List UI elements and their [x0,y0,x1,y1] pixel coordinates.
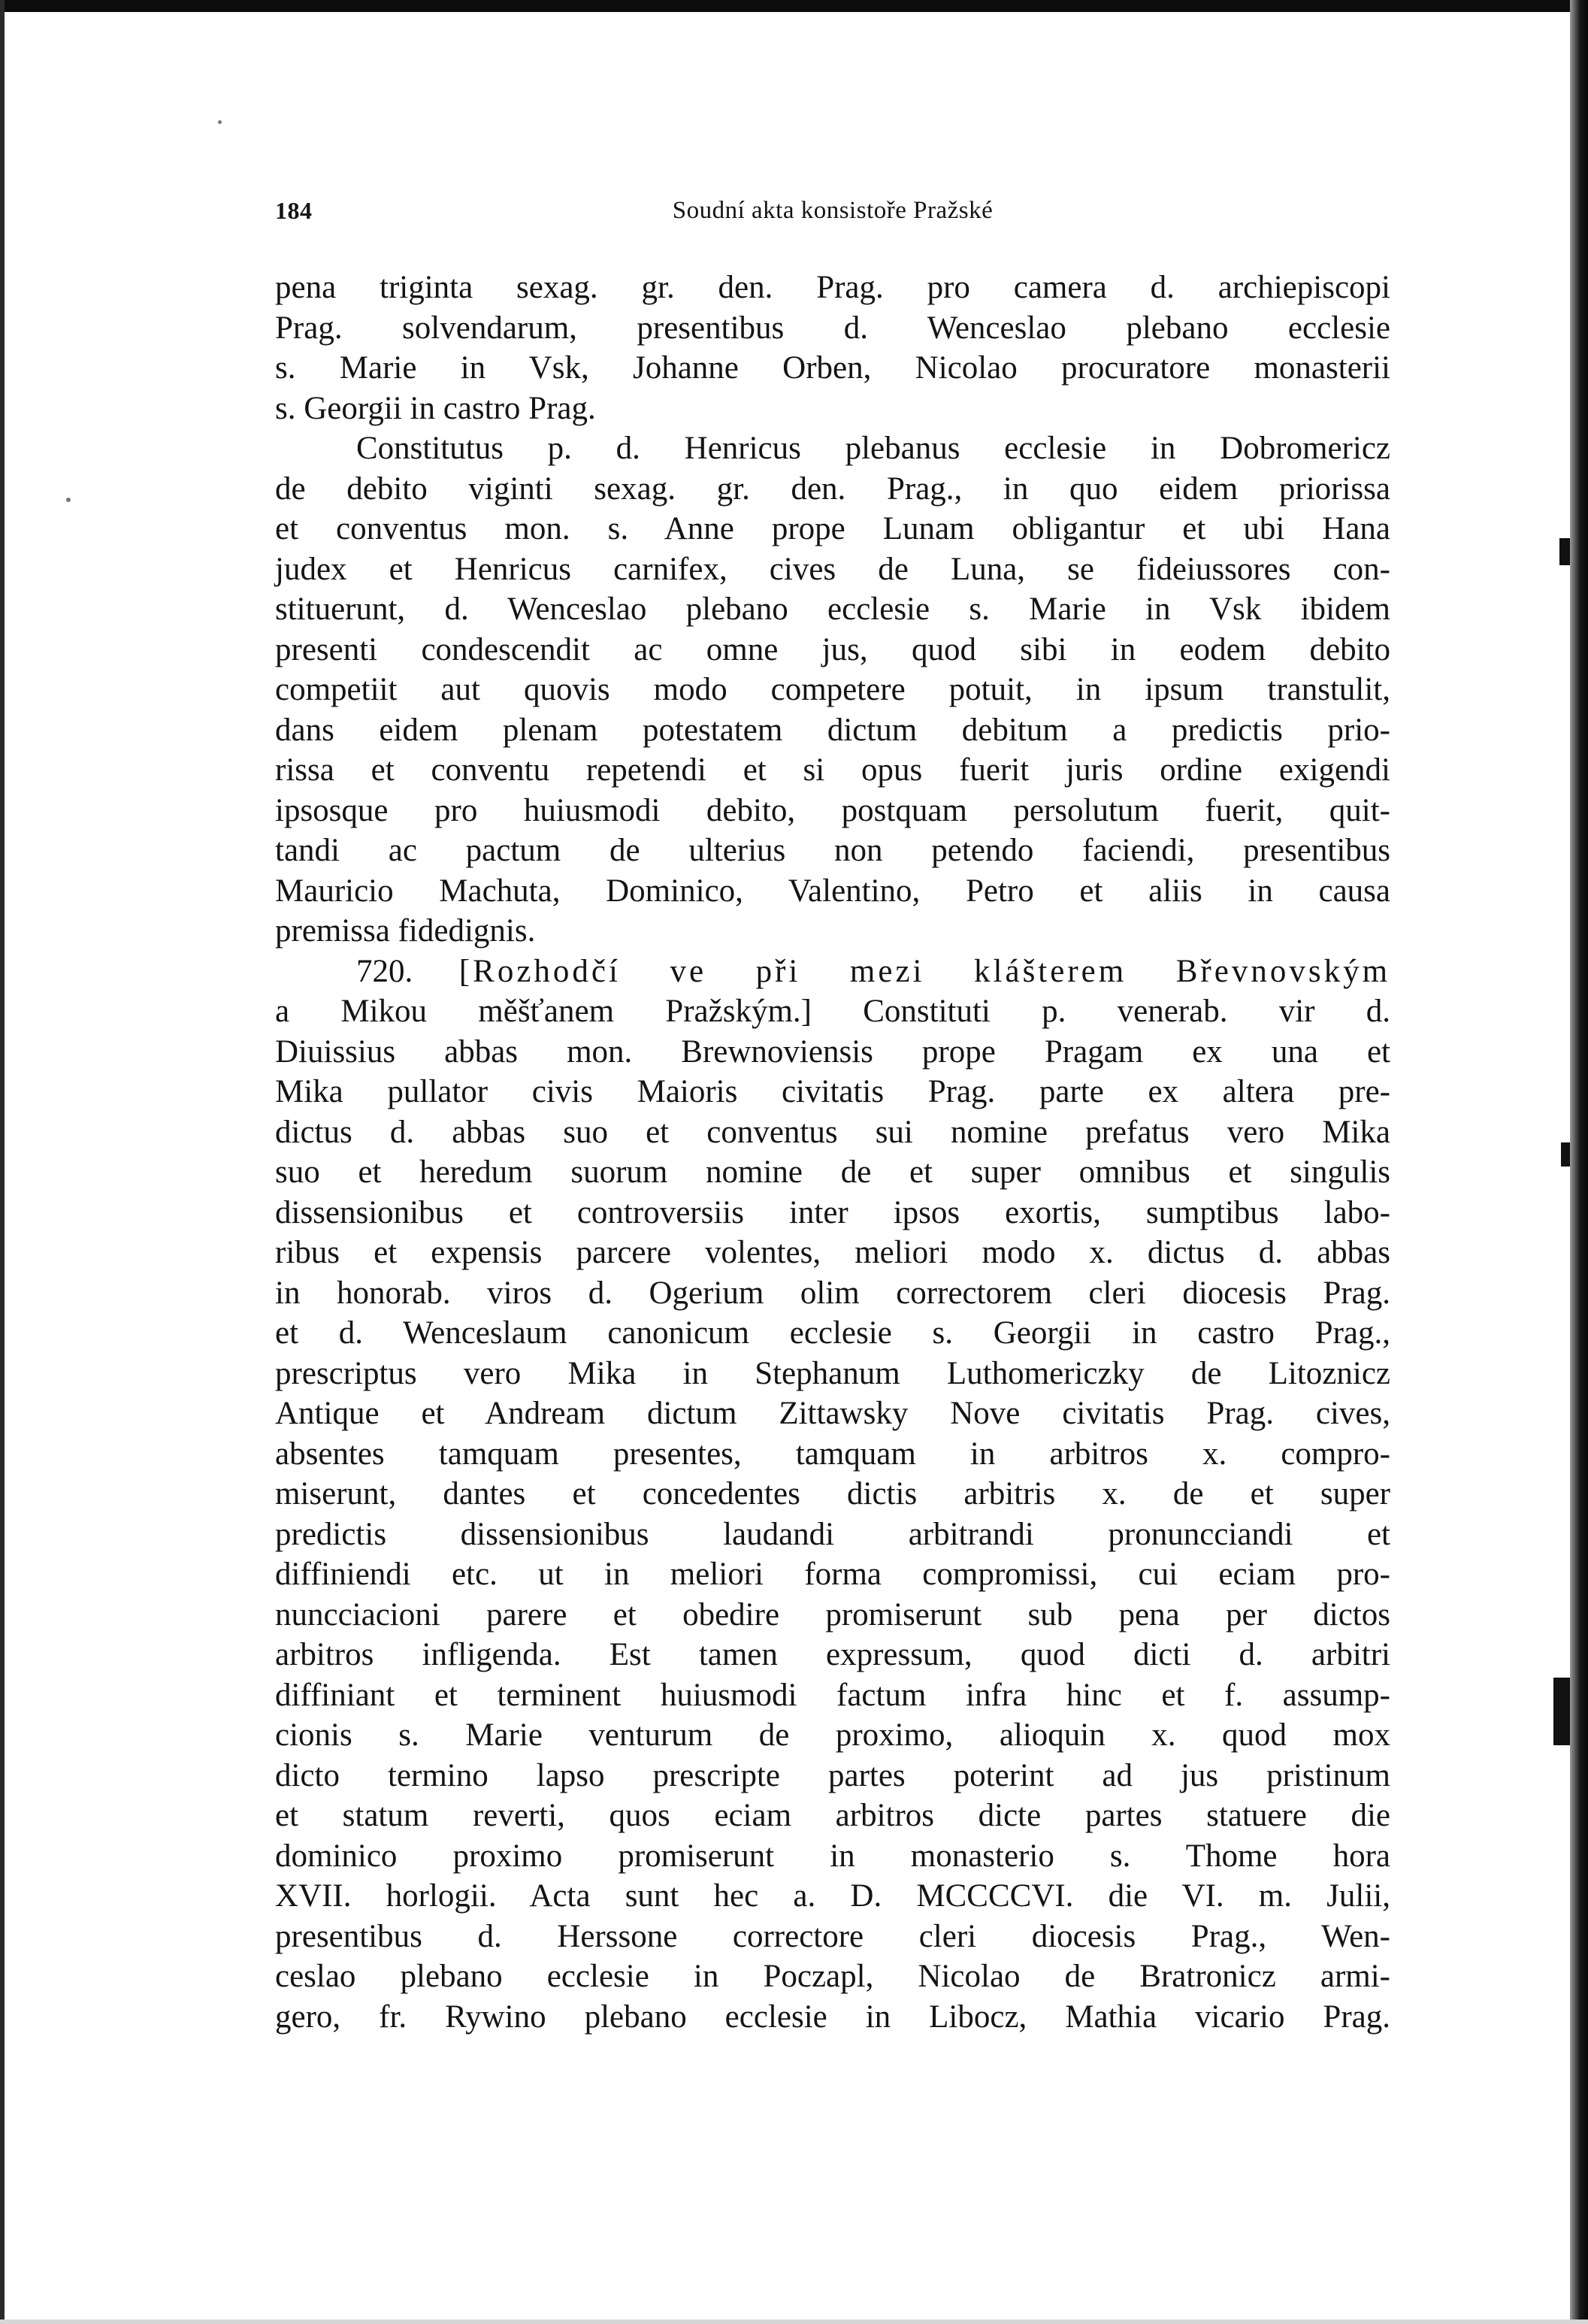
text-line: et statum reverti, quos eciam arbitros dicte partes statuere die [275,1798,1390,1833]
text-line: et d. Wenceslaum canonicum ecclesie s. Georgii in castro Prag., [275,1315,1390,1351]
scan-edge-right [1570,0,1588,2324]
entry-heading: [Rozhodčí ve při mezi klášterem Břevnovským [458,953,1391,989]
running-title: Soudní akta konsistoře Pražské [672,197,994,224]
scan-mark-right [1559,538,1570,565]
scan-mark-right [1553,1678,1570,1745]
text-line: diffiniendi etc. ut in meliori forma compromissi, cui eciam pro- [275,1557,1390,1592]
text-line: predictis dissensionibus laudandi arbitrandi pronuncciandi et [275,1516,1390,1552]
text-line: XVII. horlogii. Acta sunt hec a. D. MCCCCVI. die VI. m. Julii, [275,1878,1390,1914]
scan-edge-left [0,0,5,2324]
text-line: suo et heredum suorum nomine de et super omnibus et singulis [275,1154,1390,1190]
text-line: rissa et conventu repetendi et si opus fuerit juris ordine exigendi [275,752,1390,788]
text-line: ipsosque pro huiusmodi debito, postquam persolutum fuerit, quit- [275,792,1390,828]
body-text [275,268,1390,2037]
text-line: gero, fr. Rywino plebano ecclesie in Libocz, Mathia vicario Prag. [275,1999,1390,2035]
text-line: pena triginta sexag. gr. den. Prag. pro camera d. archiepiscopi [275,270,1390,305]
text-line: presenti condescendit ac omne jus, quod sibi in eodem debito [275,631,1390,667]
text-line: absentes tamquam presentes, tamquam in arbitros x. compro- [275,1436,1390,1472]
scan-speck [66,498,71,502]
text-line: dicto termino lapso prescripte partes poterint ad jus pristinum [275,1757,1390,1793]
text-line: miserunt, dantes et concedentes dictis arbitris x. de et super [275,1476,1390,1512]
scan-edge-top [0,0,1588,12]
text-line: diffiniant et terminent huiusmodi factum infra hinc et f. assump- [275,1677,1390,1713]
entry-heading-line [275,952,1390,992]
text-line: Mika pullator civis Maioris civitatis Prag. parte ex altera pre- [275,1074,1390,1109]
text-line: ceslao plebano ecclesie in Poczapl, Nicolao de Bratronicz armi- [275,1959,1390,1994]
text-line: judex et Henricus carnifex, cives de Luna, se fideiussores con- [275,551,1390,587]
scan-mark-right [1561,1142,1570,1167]
text-line: Constitutus p. d. Henricus plebanus ecclesie in Dobromericz [356,431,1390,466]
text-line: premissa fidedignis. [275,913,536,949]
text-line: dominico proximo promiserunt in monasterio s. Thome hora [275,1838,1390,1874]
text-line: s. Georgii in castro Prag. [275,390,596,426]
text-line: s. Marie in Vsk, Johanne Orben, Nicolao procuratore monasterii [275,350,1390,386]
text-line: prescriptus vero Mika in Stephanum Luthomericzky de Litoznicz [275,1355,1390,1391]
text-line: dictus d. abbas suo et conventus sui nomine prefatus vero Mika [275,1114,1390,1150]
text-line: presentibus d. Herssone correctore cleri diocesis Prag., Wen- [275,1918,1390,1954]
text-line: cionis s. Marie venturum de proximo, alioquin x. quod mox [275,1717,1390,1753]
text-line: Prag. solvendarum, presentibus d. Wenceslao plebano ecclesie [275,310,1390,346]
text-line: dissensionibus et controversiis inter ipsos exortis, sumptibus labo- [275,1194,1390,1230]
text-line: competiit aut quovis modo competere potuit, in ipsum transtulit, [275,672,1390,707]
text-line: stituerunt, d. Wenceslao plebano ecclesie s. Marie in Vsk ibidem [275,592,1390,627]
text-line: Antique et Andream dictum Zittawsky Nove civitatis Prag. cives, [275,1396,1390,1431]
text-line: et conventus mon. s. Anne prope Lunam obligantur et ubi Hana [275,511,1390,546]
entry-number: 720. [356,953,413,989]
page-header [275,186,1390,231]
text-line: dans eidem plenam potestatem dictum debitum a predictis prio- [275,712,1390,748]
page-number: 184 [275,197,313,224]
scan-speck [218,120,222,124]
text-line: Diuissius abbas mon. Brewnoviensis prope Pragam ex una et [275,1033,1390,1070]
text-line: a Mikou měšťanem Pražským.] Constituti p. venerab. vir d. [275,994,1390,1029]
text-line: arbitros infligenda. Est tamen expressum, quod dicti d. arbitri [275,1637,1390,1672]
text-line: nuncciacioni parere et obedire promiserunt sub pena per dictos [275,1596,1390,1633]
text-line: de debito viginti sexag. gr. den. Prag., in quo eidem priorissa [275,471,1390,507]
text-line: in honorab. viros d. Ogerium olim correctorem cleri diocesis Prag. [275,1275,1390,1311]
text-line: tandi ac pactum de ulterius non petendo faciendi, presentibus [275,833,1390,868]
text-line: Mauricio Machuta, Dominico, Valentino, Petro et aliis in causa [275,873,1390,909]
text-line: ribus et expensis parcere volentes, meliori modo x. dictus d. abbas [275,1235,1390,1270]
scan-edge-bottom [0,2319,1588,2324]
